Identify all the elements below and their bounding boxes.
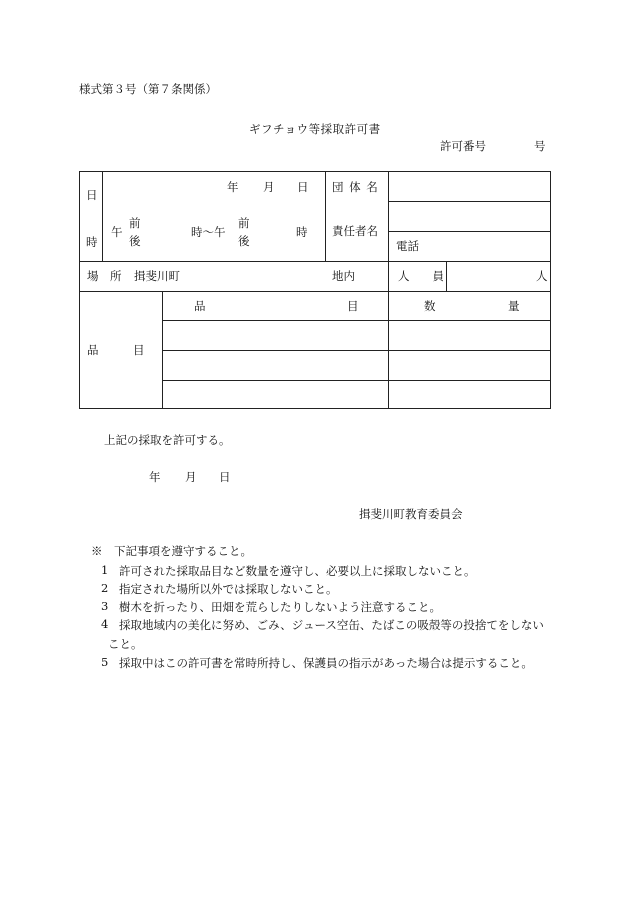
pm-label-1: 後	[129, 234, 141, 248]
column-item-label: 品	[194, 299, 206, 313]
row-divider	[162, 380, 551, 381]
pm-label-2: 後	[238, 234, 250, 248]
row-divider	[162, 320, 551, 321]
issue-year: 年	[149, 470, 161, 484]
row-divider	[80, 291, 551, 292]
issue-month: 月	[185, 470, 197, 484]
column-quantity-label-2: 量	[508, 299, 520, 313]
am-label-2: 前	[238, 216, 250, 230]
col-divider	[388, 291, 389, 409]
end-time-label: 時	[296, 225, 308, 239]
note-text: 許可された採取品目など数量を遵守し、必要以上に採取しないこと。	[119, 564, 476, 578]
date-time-label-2: 時	[86, 235, 98, 249]
note-text: こと。	[108, 637, 143, 651]
note-number: 1	[101, 563, 109, 577]
group-name-label: 団 体 名	[332, 180, 379, 194]
row-divider	[388, 201, 551, 202]
year-label: 年	[227, 180, 239, 194]
people-label: 人 員	[398, 269, 444, 283]
place-suffix: 地内	[332, 269, 355, 283]
people-unit: 人	[536, 269, 548, 283]
permit-number-label: 許可番号	[440, 139, 486, 153]
notes-header: ※ 下記事項を遵守すること。	[91, 544, 252, 558]
note-number: 2	[101, 581, 109, 595]
column-item-label-2: 目	[347, 299, 359, 313]
approval-text: 上記の採取を許可する。	[104, 433, 231, 447]
document-title: ギフチョウ等採取許可書	[249, 122, 381, 136]
col-divider	[388, 172, 389, 291]
permit-number-suffix: 号	[534, 139, 546, 153]
am-pm-label-1: 午	[111, 225, 123, 239]
note-text: 採取地域内の美化に努め、ごみ、ジュース空缶、たばこの吸殻等の投捨てをしない	[119, 618, 544, 632]
col-divider	[325, 172, 326, 261]
row-divider	[388, 231, 551, 232]
responsible-label: 責任者名	[332, 224, 378, 238]
col-divider	[102, 172, 103, 261]
form-label: 様式第３号（第７条関係）	[79, 82, 217, 96]
items-label: 品 目	[87, 343, 145, 357]
date-time-label-1: 日	[86, 188, 98, 202]
am-label-1: 前	[129, 216, 141, 230]
place-value: 揖斐川町	[134, 269, 180, 283]
row-divider	[80, 261, 551, 262]
month-label: 月	[263, 180, 275, 194]
column-quantity-label: 数	[424, 299, 436, 313]
permit-table	[79, 171, 551, 409]
note-text: 採取中はこの許可書を常時所持し、保護員の指示があった場合は提示すること。	[119, 656, 533, 670]
phone-label: 電話	[396, 239, 419, 253]
note-number: 3	[101, 599, 109, 613]
note-text: 樹木を折ったり、田畑を荒らしたりしないよう注意すること。	[119, 600, 441, 614]
time-separator: 時～午	[191, 225, 226, 239]
note-number: 4	[101, 617, 109, 631]
col-divider	[162, 291, 163, 409]
place-label: 場 所	[87, 269, 122, 283]
issue-day: 日	[219, 470, 231, 484]
day-label: 日	[297, 180, 309, 194]
row-divider	[162, 350, 551, 351]
note-text: 指定された場所以外では採取しないこと。	[119, 582, 338, 596]
note-number: 5	[101, 655, 109, 669]
issuer-name: 揖斐川町教育委員会	[359, 507, 463, 521]
col-divider	[446, 261, 447, 291]
